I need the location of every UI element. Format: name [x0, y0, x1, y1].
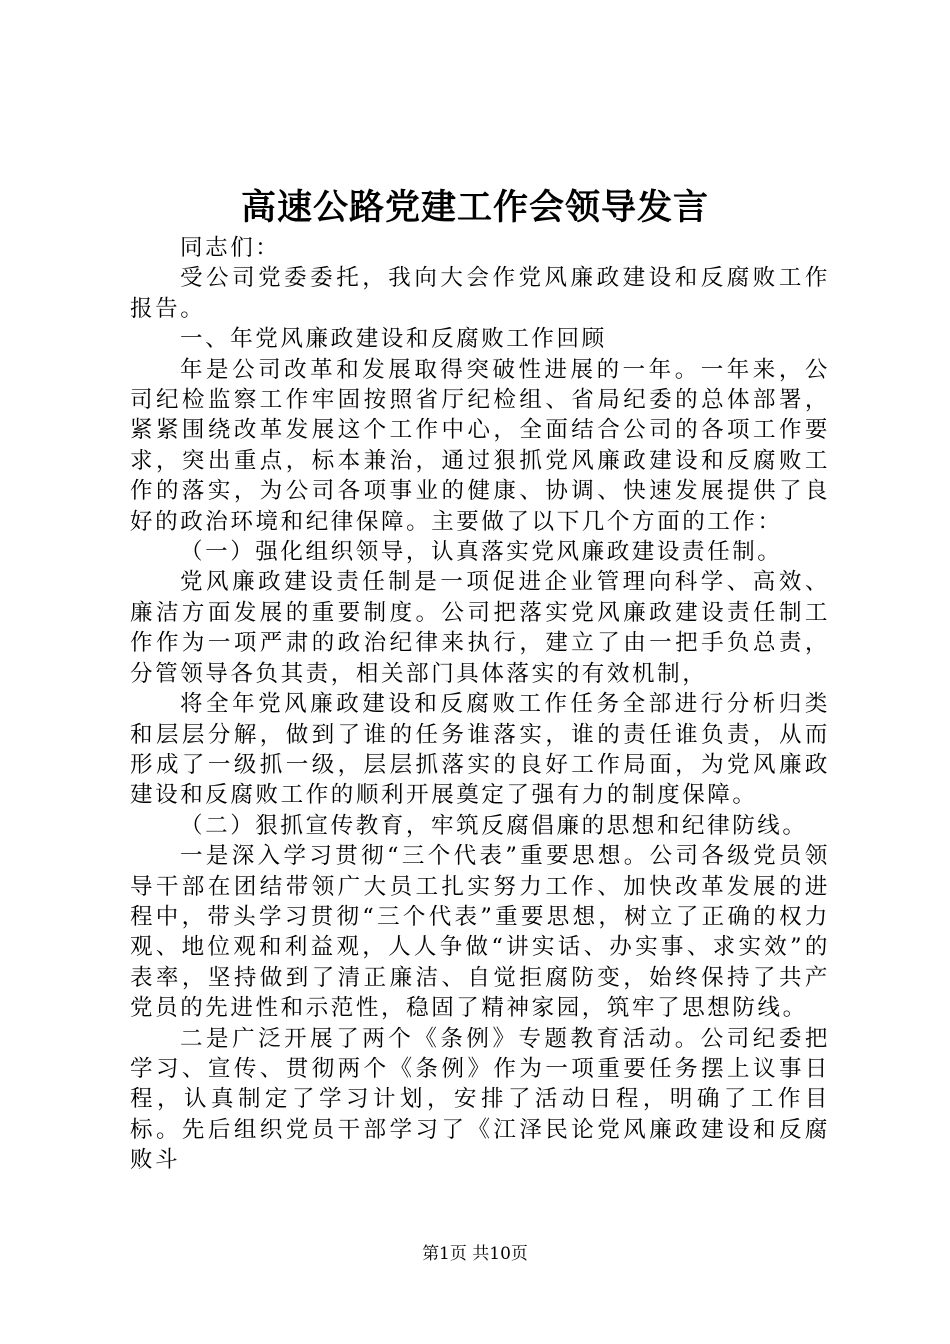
- body-paragraph: 年是公司改革和发展取得突破性进展的一年。一年来，公司纪检监察工作牢固按照省厅纪检组、省局纪委的总体部署，紧紧围绕改革发展这个工作中心，全面结合公司的各项工作要求，突出重点，标本兼治，通过狠抓党风廉政建设和反腐败工作的落实，为公司各项事业的健康、协调、快速发展提供了良好的政治环境和纪律保障。主要做了以下几个方面的工作：: [130, 356, 830, 535]
- body-paragraph: 二是广泛开展了两个《条例》专题教育活动。公司纪委把学习、宣传、贯彻两个《条例》作为一项重要任务摆上议事日程，认真制定了学习计划，安排了活动日程，明确了工作目标。先后组织党员干部学习了《江泽民论党风廉政建设和反腐败斗: [130, 1025, 830, 1174]
- body-paragraph: 党风廉政建设责任制是一项促进企业管理向科学、高效、廉洁方面发展的重要制度。公司把落实党风廉政建设责任制工作作为一项严肃的政治纪律来执行，建立了由一把手负总责，分管领导各负其责，相关部门具体落实的有效机制，: [130, 569, 830, 687]
- intro-paragraph: 受公司党委委托，我向大会作党风廉政建设和反腐败工作报告。: [130, 265, 830, 322]
- document-title: 高速公路党建工作会领导发言: [240, 187, 709, 228]
- subsection-heading: （一）强化组织领导，认真落实党风廉政建设责任制。: [180, 539, 783, 566]
- document-body: [130, 233, 830, 1176]
- section-heading: 一、年党风廉政建设和反腐败工作回顾: [180, 326, 607, 353]
- body-paragraph: 将全年党风廉政建设和反腐败工作任务全部进行分析归类和层层分解，做到了谁的任务谁落实，谁的责任谁负责，从而形成了一级抓一级，层层抓落实的良好工作局面，为党风廉政建设和反腐败工作的顺利开展奠定了强有力的制度保障。: [130, 691, 830, 809]
- body-paragraph: 一是深入学习贯彻“三个代表”重要思想。公司各级党员领导干部在团结带领广大员工扎实努力工作、加快改革发展的进程中，带头学习贯彻“三个代表”重要思想，树立了正确的权力观、地位观和利益观，人人争做“讲实话、办实事、求实效”的表率，坚持做到了清正廉洁、自觉拒腐防变，始终保持了共产党员的先进性和示范性，稳固了精神家园，筑牢了思想防线。: [130, 843, 830, 1022]
- greeting-paragraph: 同志们：: [180, 235, 281, 261]
- page-number-footer: 第1页 共10页: [422, 1244, 528, 1264]
- subsection-heading: （二）狠抓宣传教育，牢筑反腐倡廉的思想和纪律防线。: [180, 812, 808, 839]
